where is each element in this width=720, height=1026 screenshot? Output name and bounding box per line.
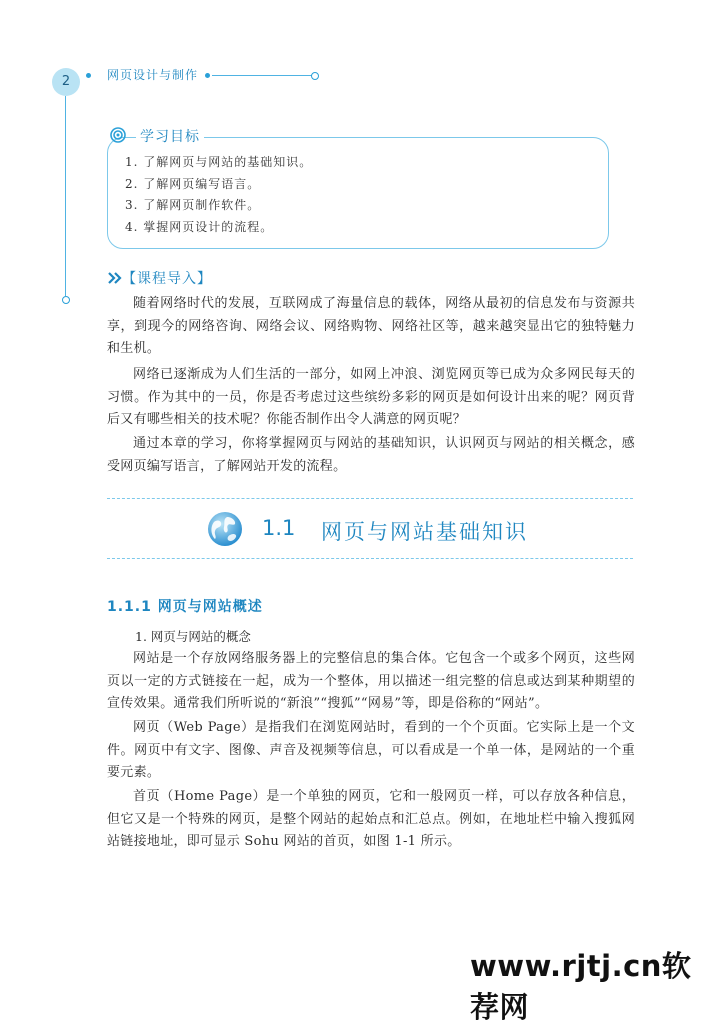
item-heading: 1. 网页与网站的概念 (135, 629, 251, 644)
header-dot (205, 73, 210, 78)
objective-item: 4. 掌握网页设计的流程。 (125, 219, 274, 234)
section-number: 1.1 (262, 516, 296, 540)
book-title: 网页设计与制作 (107, 68, 199, 82)
body-paragraph: 首页（Home Page）是一个单独的网页，它和一般网页一样，可以存放各种信息，但它又是一个特殊的网页，是整个网站的起始点和汇总点。例如，在地址栏中输入搜狐网站链接地址，即可显示 Sohu 网站的首页，如图 1-1 所示。 (107, 789, 635, 849)
left-rail-end (62, 296, 70, 304)
header-rule-end (311, 72, 319, 80)
objectives-list (125, 152, 312, 238)
site-watermark: www.rjtj.cn软荐网 (470, 949, 692, 1024)
intro-heading: 【课程导入】 (122, 271, 212, 287)
subsection-title: 1.1.1 网页与网站概述 (107, 599, 263, 615)
globe-icon (206, 510, 244, 548)
section-title: 网页与网站基础知识 (321, 520, 528, 544)
objectives-title: 学习目标 (136, 126, 204, 146)
left-rail-line (65, 96, 66, 296)
double-chevron-icon (107, 271, 123, 285)
body-paragraph: 网站是一个存放网络服务器上的完整信息的集合体。它包含一个或多个网页，这些网页以一定的方式链接在一起，成为一个整体，用以描述一组完整的信息或达到某种期望的宣传效果。通常我们所听说的“新浪”“搜狐”“网易”等，即是俗称的“网站”。 (107, 651, 635, 711)
intro-paragraph: 通过本章的学习，你将掌握网页与网站的基础知识，认识网页与网站的相关概念，感受网页编写语言，了解网站开发的流程。 (107, 436, 635, 474)
header-dot (86, 73, 91, 78)
section-divider (107, 558, 633, 559)
section-divider (107, 498, 633, 499)
target-icon (110, 127, 126, 143)
body-paragraph: 网页（Web Page）是指我们在浏览网站时，看到的一个个页面。它实际上是一个文件。网页中有文字、图像、声音及视频等信息，可以看成是一个单一体，是网站的一个重要元素。 (107, 720, 635, 780)
intro-paragraph: 网络已逐渐成为人们生活的一部分，如网上冲浪、浏览网页等已成为众多网民每天的习惯。作为其中的一员，你是否考虑过这些缤纷多彩的网页是如何设计出来的呢？网页背后又有哪些相关的技术呢？你能否制作出令人满意的网页呢？ (107, 367, 635, 427)
page-number: 2 (52, 68, 80, 96)
intro-paragraph: 随着网络时代的发展，互联网成了海量信息的载体，网络从最初的信息发布与资源共享，到现今的网络咨询、网络会议、网络购物、网络社区等，越来越突显出它的独特魅力和生机。 (107, 296, 635, 356)
header-rule (212, 75, 314, 76)
objective-item: 2. 了解网页编写语言。 (125, 176, 261, 191)
objective-item: 3. 了解网页制作软件。 (125, 198, 261, 212)
objective-item: 1. 了解网页与网站的基础知识。 (125, 155, 313, 169)
